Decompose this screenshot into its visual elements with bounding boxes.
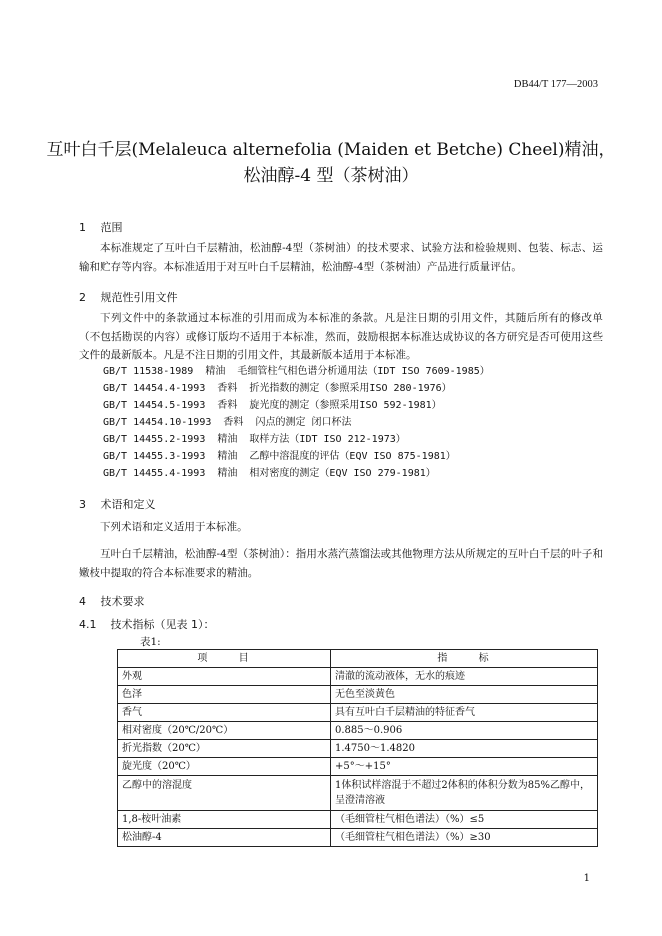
table-cell: 相对密度（20℃/20℃） <box>118 722 331 740</box>
table-row <box>118 811 598 829</box>
reference-item: GB/T 14455.3-1993 精油 乙醇中溶混度的评估（EQV ISO 875-1981） <box>103 451 456 462</box>
table-cell: 1体积试样溶混于不超过2体积的体积分数为85%乙醇中，呈澄清溶液 <box>331 776 598 811</box>
table-cell: 旋光度（20℃） <box>118 758 331 776</box>
table-row <box>118 686 598 704</box>
section-heading-technical-requirements <box>79 593 145 609</box>
table-row <box>118 668 598 686</box>
table-row <box>118 704 598 722</box>
reference-item: GB/T 14454.10-1993 香料 闪点的测定 闭口杯法 <box>103 417 352 428</box>
table-row <box>118 722 598 740</box>
terms-intro-paragraph: 下列术语和定义适用于本标准。 <box>100 521 248 533</box>
table-header-row <box>118 650 598 668</box>
reference-list <box>103 363 490 482</box>
table-cell: 具有互叶白千层精油的特征香气 <box>331 704 598 722</box>
scope-paragraph: 本标准规定了互叶白千层精油，松油醇-4型（茶树油）的技术要求、试验方法和检验规则、包装、标志、运输和贮存等内容。本标准适用于对互叶白千层精油，松油醇-4型（茶树油）产品进行质量评估。 <box>79 242 603 273</box>
reference-item: GB/T 14454.4-1993 香料 折光指数的测定（参照采用ISO 280-1976） <box>103 383 452 394</box>
reference-item: GB/T 11538-1989 精油 毛细管柱气相色谱分析通用法（IDT ISO 7609-1985） <box>103 366 490 377</box>
reference-item: GB/T 14454.5-1993 香料 旋光度的测定（参照采用ISO 592-1981） <box>103 400 442 411</box>
table-cell: 香气 <box>118 704 331 722</box>
section-title: 术语和定义 <box>100 498 156 511</box>
table-cell: 色泽 <box>118 686 331 704</box>
page-number: 1 <box>583 873 590 884</box>
section-number: 1 <box>79 221 86 234</box>
table-cell: 外观 <box>118 668 331 686</box>
section-title: 技术指标（见表 1）： <box>110 618 215 631</box>
section-heading-scope <box>79 219 123 235</box>
section-heading-normative-references <box>79 289 178 305</box>
table-cell: 清澈的流动液体，无水的痕迹 <box>331 668 598 686</box>
subsection-heading-technical-indicators <box>79 616 215 632</box>
table-row <box>118 829 598 847</box>
table-row <box>118 776 598 811</box>
terms-definition-paragraph: 互叶白千层精油，松油醇-4型（茶树油）：指用水蒸汽蒸馏法或其他物理方法从所规定的互叶白千层的叶子和嫩枝中提取的符合本标准要求的精油。 <box>79 548 603 579</box>
table-cell: 无色至淡黄色 <box>331 686 598 704</box>
table-cell: （毛细管柱气相色谱法）（%）≤5 <box>331 811 598 829</box>
technical-indicators-table <box>117 649 598 847</box>
table-row <box>118 740 598 758</box>
section-number: 2 <box>79 291 86 304</box>
table-row <box>118 758 598 776</box>
column-header-indicator: 指 标 <box>331 650 598 668</box>
section-number: 4.1 <box>79 618 97 631</box>
table-cell: （毛细管柱气相色谱法）（%）≥30 <box>331 829 598 847</box>
section-title: 规范性引用文件 <box>100 291 178 304</box>
table-cell: 0.885～0.906 <box>331 722 598 740</box>
table-cell: 松油醇-4 <box>118 829 331 847</box>
section-title: 技术要求 <box>100 595 145 608</box>
table-cell: +5°～+15° <box>331 758 598 776</box>
table-cell: 乙醇中的溶混度 <box>118 776 331 811</box>
standard-code: DB44/T 177—2003 <box>513 79 598 90</box>
table-cell: 1.4750～1.4820 <box>331 740 598 758</box>
reference-item: GB/T 14455.2-1993 精油 取样方法（IDT ISO 212-1973） <box>103 434 406 445</box>
section-number: 3 <box>79 498 86 511</box>
section-number: 4 <box>79 595 86 608</box>
reference-item: GB/T 14455.4-1993 精油 相对密度的测定（EQV ISO 279-1981） <box>103 468 436 479</box>
section-heading-terms <box>79 496 156 512</box>
table-caption: 表1: <box>140 636 161 648</box>
document-title-line-2: 松油醇-4 型（茶树油） <box>243 166 419 186</box>
column-header-item: 项 目 <box>118 650 331 668</box>
references-intro-paragraph: 下列文件中的条款通过本标准的引用而成为本标准的条款。凡是注日期的引用文件，其随后所有的修改单（不包括勘误的内容）或修订版均不适用于本标准，然而，鼓励根据本标准达成协议的各方研究是否可使用这些文件的最新版本。凡是不注日期的引用文件，其最新版本适用于本标准。 <box>79 312 603 361</box>
section-title: 范围 <box>100 221 123 234</box>
table-cell: 1,8-桉叶油素 <box>118 811 331 829</box>
document-title-line-1: 互叶白千层(Melaleuca alternefolia (Maiden et Betche) Cheel)精油， <box>46 140 616 160</box>
table-cell: 折光指数（20℃） <box>118 740 331 758</box>
